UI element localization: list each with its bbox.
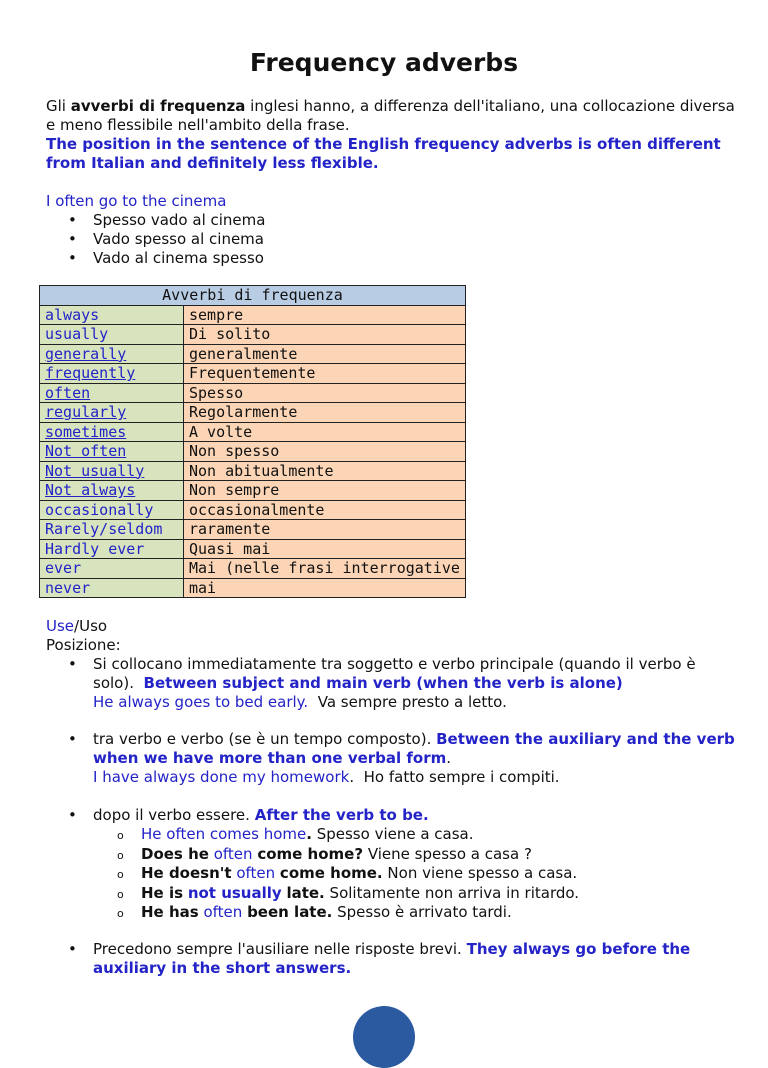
adverb-it: raramente [184, 520, 466, 540]
example-variant: • Spesso vado al cinema [46, 211, 736, 230]
adverb-en: never [40, 578, 184, 598]
adverb-it: Non abitualmente [184, 461, 466, 481]
adverb-en: occasionally [40, 500, 184, 520]
example-post: been late. [247, 903, 333, 921]
rule1-en: Between subject and main verb (when the verb is alone) [143, 674, 623, 692]
adverb-en: Hardly ever [40, 539, 184, 559]
table-row [40, 364, 466, 384]
use-heading-en: Use [46, 617, 75, 635]
adverb-it: Frequentemente [184, 364, 466, 384]
rule3-en: After the verb to be. [254, 806, 429, 824]
table-row [40, 578, 466, 598]
rule2-example-it: Ho fatto sempre i compiti. [363, 768, 560, 786]
example-pre: He has [141, 903, 199, 921]
table-row [40, 539, 466, 559]
page-title: Frequency adverbs [249, 48, 519, 77]
example-en: He often comes home [141, 825, 307, 843]
intro-it-prefix: Gli [46, 97, 71, 115]
table-header: Avverbi di frequenza [40, 286, 466, 306]
table-row [40, 559, 466, 579]
adverb-it: occasionalmente [184, 500, 466, 520]
adverb-it: Di solito [184, 325, 466, 345]
use-heading-it: Uso [79, 617, 108, 635]
table-row [40, 481, 466, 501]
example-variant: • Vado spesso al cinema [46, 230, 736, 249]
adverb-en[interactable]: Not often [40, 442, 184, 462]
table-row [40, 442, 466, 462]
position-label: Posizione: [46, 636, 121, 654]
table-row [40, 461, 466, 481]
adverb-it: sempre [184, 305, 466, 325]
adverb-en[interactable]: frequently [40, 364, 184, 384]
adverb-en: always [40, 305, 184, 325]
example-pre: Does he [141, 844, 209, 863]
rule-4 [46, 940, 736, 978]
example-it: Spesso viene a casa. [316, 825, 474, 843]
table-row [40, 500, 466, 520]
rule2-example-en: I have always done my homework [93, 768, 350, 786]
rule3-example [93, 845, 736, 865]
table-row [40, 344, 466, 364]
example-period: . [306, 825, 312, 843]
intro-paragraph [46, 97, 736, 135]
adverb-en[interactable]: often [40, 383, 184, 403]
example-it: Spesso è arrivato tardi. [337, 903, 512, 921]
rule4-en: They always go before the auxiliary in the short answers. [93, 940, 691, 977]
adverb-it: Mai (nelle frasi interrogative [184, 559, 466, 579]
rule-3 [46, 806, 736, 923]
use-heading-sep: / [74, 617, 80, 635]
intro-english: The position in the sentence of the English frequency adverbs is often different from Italian and definitely less flexible. [46, 135, 721, 172]
rule2-period: . [446, 749, 452, 767]
example-it: Viene spesso a casa ? [367, 844, 532, 863]
adverb-en[interactable]: sometimes [40, 422, 184, 442]
example-adverb: often [203, 903, 243, 921]
example-it: Solitamente non arriva in ritardo. [329, 883, 580, 902]
adverb-it: generalmente [184, 344, 466, 364]
adverb-it: mai [184, 578, 466, 598]
table-row [40, 422, 466, 442]
adverb-en[interactable]: generally [40, 344, 184, 364]
frequency-adverbs-table [39, 285, 466, 598]
table-row [40, 305, 466, 325]
rule2-it: tra verbo e verbo (se è un tempo composto). [93, 730, 432, 748]
adverb-en[interactable]: regularly [40, 403, 184, 423]
adverb-en[interactable]: Not always [40, 481, 184, 501]
example-post: come home? [257, 844, 364, 863]
rule2-example-period: . [349, 768, 355, 786]
adverb-en[interactable]: Not usually [40, 461, 184, 481]
rule-item [46, 940, 736, 978]
page-number-badge [353, 1006, 415, 1068]
example-variant: • Vado al cinema spesso [46, 249, 736, 268]
adverb-en: usually [40, 325, 184, 345]
rule3-example [93, 864, 736, 884]
intro-it-rest: inglesi hanno, a differenza dell'italiano, una collocazione diversa e meno flessibile nell'ambito della frase. [46, 97, 735, 134]
intro-it-bold: avverbi di frequenza [70, 97, 246, 115]
example-pre: He doesn't [141, 864, 232, 882]
adverb-it: Spesso [184, 383, 466, 403]
adverb-it: A volte [184, 422, 466, 442]
table-row [40, 403, 466, 423]
rule2-en: Between the auxiliary and the verb when we have more than one verbal form [93, 730, 735, 767]
adverb-it: Non spesso [184, 442, 466, 462]
rule1-example-it: Va sempre presto a letto. [317, 693, 507, 711]
rule3-example [93, 903, 736, 923]
adverb-en: Rarely/seldom [40, 520, 184, 540]
example-sentence: I often go to the cinema [46, 192, 227, 210]
table-row [40, 383, 466, 403]
adverb-it: Non sempre [184, 481, 466, 501]
rule1-it: Si collocano immediatamente tra soggetto e verbo principale (quando il verbo è solo). [93, 655, 696, 692]
table-row [40, 520, 466, 540]
rule-item [46, 806, 736, 825]
example-adverb: often [236, 864, 276, 882]
adverb-it: Quasi mai [184, 539, 466, 559]
rule4-it: Precedono sempre l'ausiliare nelle risposte brevi. [93, 940, 462, 958]
example-post: late. [286, 883, 325, 902]
use-heading [46, 617, 736, 636]
adverb-it: Regolarmente [184, 403, 466, 423]
example-variants [46, 211, 736, 268]
rule3-example [93, 825, 736, 845]
rule3-example [93, 884, 736, 904]
rule-item [46, 655, 736, 712]
example-it: Non viene spesso a casa. [387, 864, 578, 882]
rule-1 [46, 655, 736, 712]
rule-item [46, 730, 736, 787]
adverb-en: ever [40, 559, 184, 579]
rule1-example-en: He always goes to bed early. [93, 693, 309, 711]
example-adverb: not usually [187, 883, 282, 902]
table-row [40, 325, 466, 345]
example-pre: He is [141, 883, 184, 902]
rule3-it: dopo il verbo essere. [93, 806, 250, 824]
example-adverb: often [213, 844, 253, 863]
example-post: come home. [279, 864, 383, 882]
rule-2 [46, 730, 736, 787]
